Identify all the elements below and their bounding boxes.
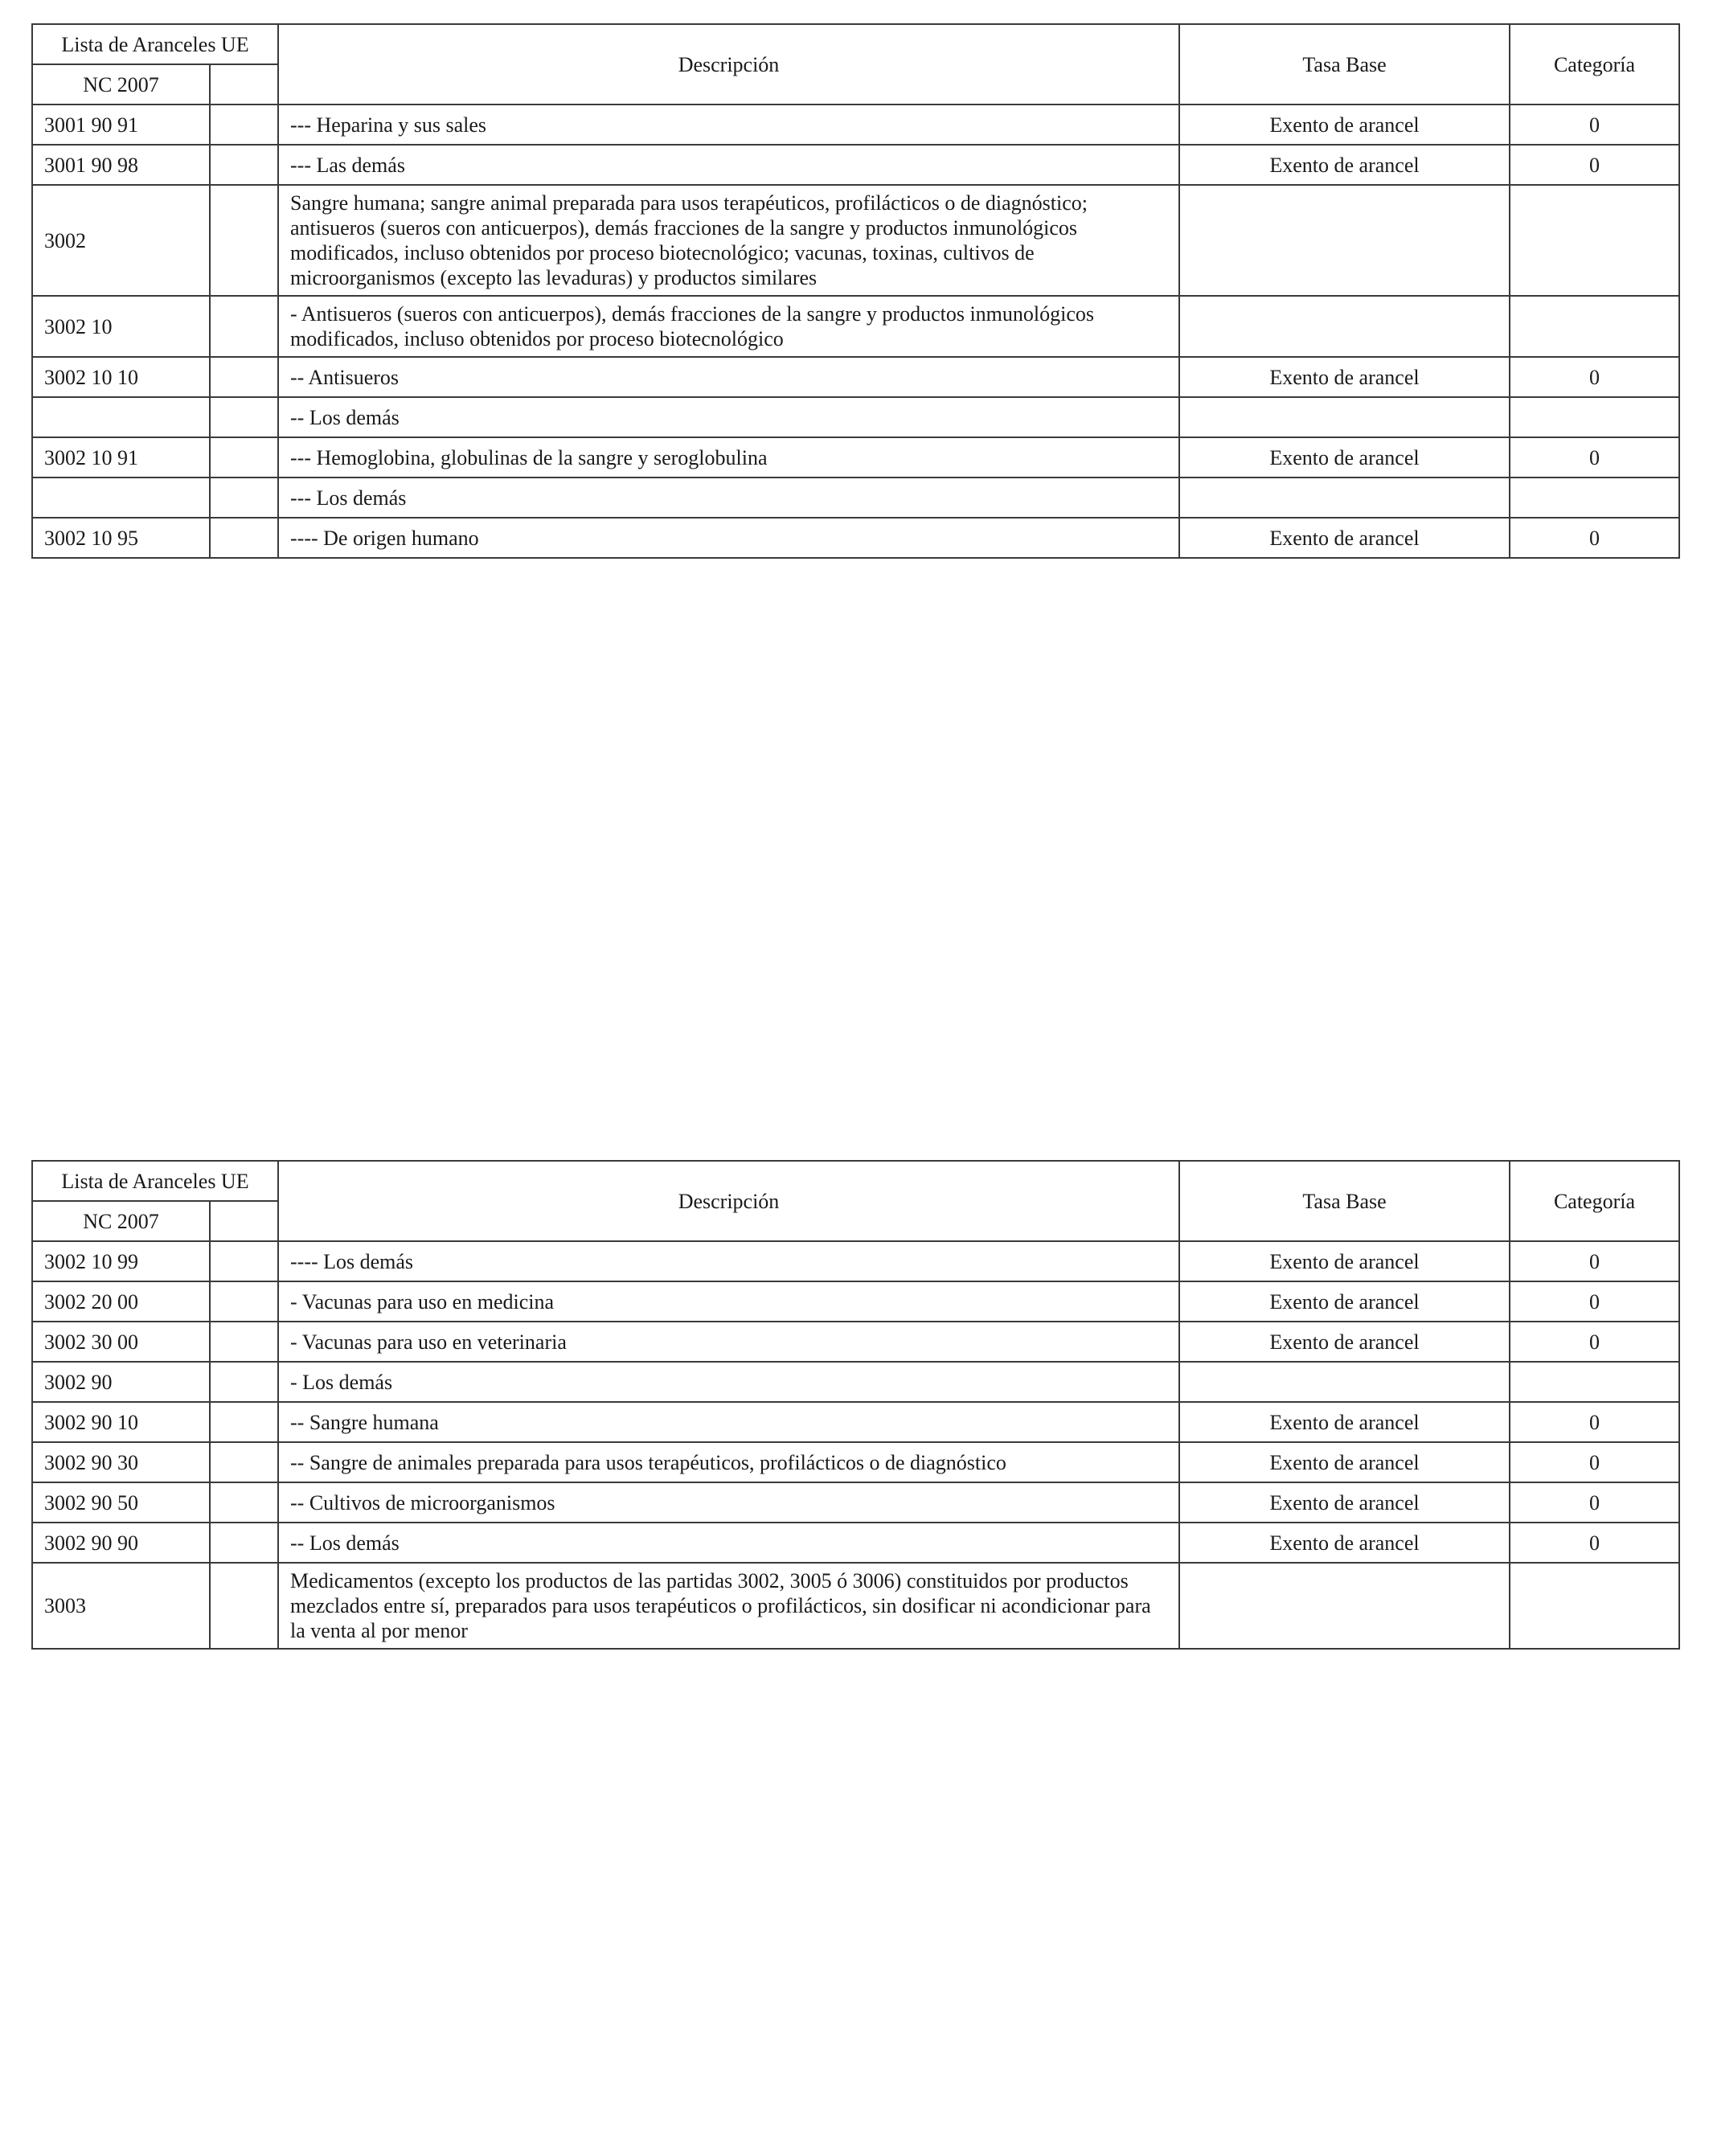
table-row (32, 1442, 1679, 1482)
blank-cell (210, 1402, 278, 1442)
base-rate-cell: Exento de arancel (1179, 1241, 1510, 1281)
description-cell: -- Los demás (278, 1523, 1179, 1563)
description-cell: - Vacunas para uso en veterinaria (278, 1322, 1179, 1362)
base-rate-cell: Exento de arancel (1179, 1402, 1510, 1442)
base-rate-header: Tasa Base (1179, 1161, 1510, 1241)
table-row (32, 185, 1679, 296)
blank-cell (210, 1563, 278, 1649)
description-cell: Sangre humana; sangre animal preparada para usos terapéuticos, profilácticos o de diagnóstico; antisueros (sueros con anticuerpos), demás fracciones de la sangre y productos inmunológicos modificados, incluso obtenidos por proceso biotecnológico; vacunas, toxinas, cultivos de microorganismos (excepto las levaduras) y productos similares (278, 185, 1179, 296)
blank-cell (210, 397, 278, 437)
description-cell: ---- Los demás (278, 1241, 1179, 1281)
list-header: Lista de Aranceles UE (32, 24, 278, 64)
blank-cell (210, 1442, 278, 1482)
table-row (32, 357, 1679, 397)
table-row (32, 1402, 1679, 1442)
blank-header-cell (210, 1201, 278, 1241)
nc-code-cell: 3002 10 91 (32, 437, 210, 478)
description-cell: - Antisueros (sueros con anticuerpos), demás fracciones de la sangre y productos inmunológicos modificados, incluso obtenidos por proceso biotecnológico (278, 296, 1179, 357)
nc-code-cell: 3002 (32, 185, 210, 296)
category-cell (1510, 478, 1679, 518)
description-cell: --- Los demás (278, 478, 1179, 518)
base-rate-cell: Exento de arancel (1179, 357, 1510, 397)
description-cell: --- Heparina y sus sales (278, 105, 1179, 145)
table-row (32, 1563, 1679, 1649)
table-row (32, 478, 1679, 518)
category-cell: 0 (1510, 357, 1679, 397)
table-row (32, 518, 1679, 558)
description-cell: -- Sangre de animales preparada para usos terapéuticos, profilácticos o de diagnóstico (278, 1442, 1179, 1482)
blank-cell (210, 437, 278, 478)
blank-header-cell (210, 64, 278, 105)
table-row (32, 145, 1679, 185)
description-cell: -- Sangre humana (278, 1402, 1179, 1442)
category-header: Categoría (1510, 24, 1679, 105)
category-header: Categoría (1510, 1161, 1679, 1241)
description-cell: - Vacunas para uso en medicina (278, 1281, 1179, 1322)
description-cell: - Los demás (278, 1362, 1179, 1402)
description-cell: --- Hemoglobina, globulinas de la sangre y seroglobulina (278, 437, 1179, 478)
base-rate-cell (1179, 1563, 1510, 1649)
nc-code-header: NC 2007 (32, 64, 210, 105)
category-cell: 0 (1510, 105, 1679, 145)
nc-code-cell (32, 397, 210, 437)
nc-code-cell: 3002 90 10 (32, 1402, 210, 1442)
tariff-table-body (32, 105, 1679, 558)
nc-code-cell: 3002 30 00 (32, 1322, 210, 1362)
nc-code-cell: 3002 10 10 (32, 357, 210, 397)
base-rate-header: Tasa Base (1179, 24, 1510, 105)
table-row (32, 296, 1679, 357)
description-cell: Medicamentos (excepto los productos de las partidas 3002, 3005 ó 3006) constituidos por productos mezclados entre sí, preparados para usos terapéuticos o profilácticos, sin dosificar ni acondicionar para la venta al por menor (278, 1563, 1179, 1649)
blank-cell (210, 185, 278, 296)
base-rate-cell: Exento de arancel (1179, 1523, 1510, 1563)
base-rate-cell: Exento de arancel (1179, 145, 1510, 185)
nc-code-cell: 3001 90 91 (32, 105, 210, 145)
table-row (32, 1322, 1679, 1362)
table-row (32, 1281, 1679, 1322)
base-rate-cell: Exento de arancel (1179, 518, 1510, 558)
category-cell: 0 (1510, 1442, 1679, 1482)
tariff-table (31, 1160, 1680, 1650)
base-rate-cell: Exento de arancel (1179, 1482, 1510, 1523)
nc-code-cell: 3001 90 98 (32, 145, 210, 185)
nc-code-cell: 3002 90 50 (32, 1482, 210, 1523)
table-row (32, 1362, 1679, 1402)
nc-code-cell: 3002 90 30 (32, 1442, 210, 1482)
blank-cell (210, 1281, 278, 1322)
base-rate-cell: Exento de arancel (1179, 1322, 1510, 1362)
blank-cell (210, 478, 278, 518)
description-cell: -- Cultivos de microorganismos (278, 1482, 1179, 1523)
category-cell (1510, 1563, 1679, 1649)
nc-code-cell: 3002 90 (32, 1362, 210, 1402)
base-rate-cell: Exento de arancel (1179, 1442, 1510, 1482)
base-rate-cell (1179, 397, 1510, 437)
blank-cell (210, 1241, 278, 1281)
base-rate-cell (1179, 1362, 1510, 1402)
blank-cell (210, 296, 278, 357)
table-row (32, 1241, 1679, 1281)
category-cell: 0 (1510, 437, 1679, 478)
category-cell: 0 (1510, 1482, 1679, 1523)
base-rate-cell: Exento de arancel (1179, 1281, 1510, 1322)
nc-code-cell: 3002 10 95 (32, 518, 210, 558)
category-cell (1510, 296, 1679, 357)
blank-cell (210, 1523, 278, 1563)
tariff-table (31, 23, 1680, 559)
category-cell (1510, 397, 1679, 437)
table-row (32, 1523, 1679, 1563)
tariff-table-body (32, 1241, 1679, 1649)
category-cell: 0 (1510, 1322, 1679, 1362)
base-rate-cell (1179, 478, 1510, 518)
table-row (32, 105, 1679, 145)
nc-code-cell: 3002 10 (32, 296, 210, 357)
description-cell: -- Los demás (278, 397, 1179, 437)
category-cell: 0 (1510, 145, 1679, 185)
category-cell (1510, 1362, 1679, 1402)
base-rate-cell: Exento de arancel (1179, 437, 1510, 478)
category-cell: 0 (1510, 1241, 1679, 1281)
list-header: Lista de Aranceles UE (32, 1161, 278, 1201)
blank-cell (210, 1362, 278, 1402)
blank-cell (210, 1322, 278, 1362)
blank-cell (210, 105, 278, 145)
description-header: Descripción (278, 1161, 1179, 1241)
category-cell: 0 (1510, 1402, 1679, 1442)
blank-cell (210, 518, 278, 558)
base-rate-cell (1179, 185, 1510, 296)
category-cell (1510, 185, 1679, 296)
nc-code-cell: 3002 10 99 (32, 1241, 210, 1281)
table-row (32, 397, 1679, 437)
category-cell: 0 (1510, 518, 1679, 558)
base-rate-cell (1179, 296, 1510, 357)
nc-code-header: NC 2007 (32, 1201, 210, 1241)
blank-cell (210, 1482, 278, 1523)
description-cell: -- Antisueros (278, 357, 1179, 397)
blank-cell (210, 145, 278, 185)
category-cell: 0 (1510, 1523, 1679, 1563)
base-rate-cell: Exento de arancel (1179, 105, 1510, 145)
blank-cell (210, 357, 278, 397)
description-cell: ---- De origen humano (278, 518, 1179, 558)
nc-code-cell: 3002 90 90 (32, 1523, 210, 1563)
description-header: Descripción (278, 24, 1179, 105)
nc-code-cell: 3003 (32, 1563, 210, 1649)
table-row (32, 437, 1679, 478)
table-row (32, 1482, 1679, 1523)
nc-code-cell: 3002 20 00 (32, 1281, 210, 1322)
category-cell: 0 (1510, 1281, 1679, 1322)
nc-code-cell (32, 478, 210, 518)
description-cell: --- Las demás (278, 145, 1179, 185)
